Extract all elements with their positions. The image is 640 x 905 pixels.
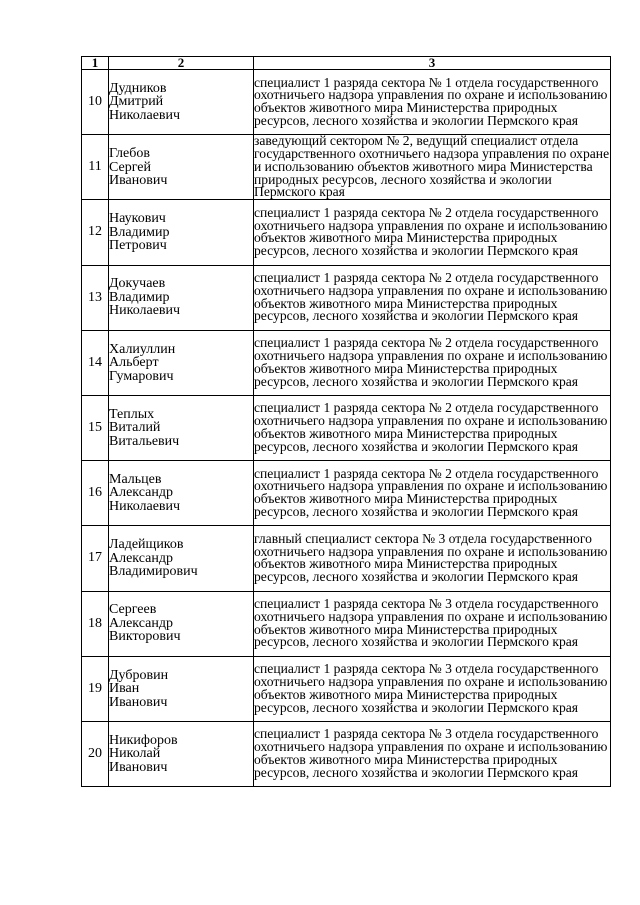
row-number: 20	[82, 721, 109, 786]
person-name	[109, 656, 254, 721]
patronymic: Николаевич	[109, 107, 181, 123]
surname: Дудников	[109, 80, 167, 96]
personnel-table	[81, 56, 611, 787]
person-name	[109, 265, 254, 330]
patronymic: Гумарович	[109, 368, 174, 384]
patronymic: Иванович	[109, 694, 168, 710]
row-number: 14	[82, 330, 109, 395]
row-number: 11	[82, 135, 109, 200]
person-name	[109, 721, 254, 786]
table-row	[82, 721, 611, 786]
position-description: заведующий сектором № 2, ведущий специалист отдела государственного охотничьего надзора управления по охране и использованию объектов животного мира Министерства природных ресурсов, лесного хозяйства и экологии Пермского края	[254, 133, 610, 200]
first-name: Дмитрий	[109, 94, 164, 110]
patronymic: Владимирович	[109, 564, 198, 580]
person-name	[109, 70, 254, 135]
person-name	[109, 200, 254, 265]
person-name	[109, 395, 254, 460]
column-header-position: 3	[254, 57, 611, 70]
table-row	[82, 330, 611, 395]
position-description: главный специалист сектора № 3 отдела государственного охотничьего надзора управления по охране и использованию объектов животного мира Министерства природных ресурсов, лесного хозяйства и экологии Пермского края	[254, 526, 611, 591]
table-row	[82, 591, 611, 656]
first-name: Александр	[109, 615, 173, 631]
first-name: Иван	[109, 681, 140, 697]
patronymic: Николаевич	[109, 303, 181, 319]
table-row	[82, 265, 611, 330]
row-number: 19	[82, 656, 109, 721]
position-description: специалист 1 разряда сектора № 1 отдела государственного охотничьего надзора управления по охране и использованию объектов животного мира Министерства природных ресурсов, лесного хозяйства и экологии Пермского края	[254, 70, 611, 135]
row-number: 17	[82, 526, 109, 591]
surname: Сергеев	[109, 602, 157, 618]
row-number: 10	[82, 70, 109, 135]
position-description: специалист 1 разряда сектора № 2 отдела государственного охотничьего надзора управления по охране и использованию объектов животного мира Министерства природных ресурсов, лесного хозяйства и экологии Пермского края	[254, 395, 611, 460]
surname: Теплых	[109, 406, 155, 422]
position-description: специалист 1 разряда сектора № 2 отдела государственного охотничьего надзора управления по охране и использованию объектов животного мира Министерства природных ресурсов, лесного хозяйства и экологии Пермского края	[254, 330, 611, 395]
table-body	[82, 70, 611, 787]
row-number: 16	[82, 461, 109, 526]
patronymic: Николаевич	[109, 498, 181, 514]
person-name	[109, 330, 254, 395]
person-name	[109, 526, 254, 591]
table-row	[82, 70, 611, 135]
position-description: специалист 1 разряда сектора № 2 отдела государственного охотничьего надзора управления по охране и использованию объектов животного мира Министерства природных ресурсов, лесного хозяйства и экологии Пермского края	[254, 200, 611, 265]
surname: Никифоров	[109, 732, 178, 748]
position-description: специалист 1 разряда сектора № 2 отдела государственного охотничьего надзора управления по охране и использованию объектов животного мира Министерства природных ресурсов, лесного хозяйства и экологии Пермского края	[254, 461, 611, 526]
position-description: специалист 1 разряда сектора № 2 отдела государственного охотничьего надзора управления по охране и использованию объектов животного мира Министерства природных ресурсов, лесного хозяйства и экологии Пермского края	[254, 265, 611, 330]
person-name	[109, 135, 254, 200]
first-name: Альберт	[109, 355, 159, 371]
row-number: 12	[82, 200, 109, 265]
first-name: Владимир	[109, 289, 170, 305]
first-name: Александр	[109, 550, 173, 566]
surname: Глебов	[109, 146, 150, 162]
first-name: Александр	[109, 485, 173, 501]
table-row	[82, 526, 611, 591]
first-name: Сергей	[109, 159, 151, 175]
surname: Мальцев	[109, 471, 162, 487]
table-header-row	[82, 57, 611, 70]
table-row	[82, 395, 611, 460]
first-name: Виталий	[109, 420, 161, 436]
patronymic: Викторович	[109, 629, 181, 645]
patronymic: Петрович	[109, 238, 167, 254]
surname: Ладейщиков	[109, 537, 184, 553]
table-row	[82, 200, 611, 265]
patronymic: Иванович	[109, 759, 168, 775]
person-name	[109, 461, 254, 526]
patronymic: Иванович	[109, 173, 168, 189]
table-row	[82, 656, 611, 721]
surname: Дубровин	[109, 667, 169, 683]
table-row	[82, 135, 611, 200]
table-row	[82, 461, 611, 526]
first-name: Владимир	[109, 224, 170, 240]
first-name: Николай	[109, 746, 161, 762]
row-number: 15	[82, 395, 109, 460]
person-name	[109, 591, 254, 656]
patronymic: Витальевич	[109, 433, 180, 449]
column-header-number: 1	[82, 57, 109, 70]
position-description: специалист 1 разряда сектора № 3 отдела государственного охотничьего надзора управления по охране и использованию объектов животного мира Министерства природных ресурсов, лесного хозяйства и экологии Пермского края	[254, 656, 611, 721]
position-description: специалист 1 разряда сектора № 3 отдела государственного охотничьего надзора управления по охране и использованию объектов животного мира Министерства природных ресурсов, лесного хозяйства и экологии Пермского края	[254, 591, 611, 656]
column-header-name: 2	[109, 57, 254, 70]
surname: Наукович	[109, 211, 166, 227]
surname: Докучаев	[109, 276, 166, 292]
row-number: 13	[82, 265, 109, 330]
position-description: специалист 1 разряда сектора № 3 отдела государственного охотничьего надзора управления по охране и использованию объектов животного мира Министерства природных ресурсов, лесного хозяйства и экологии Пермского края	[254, 721, 611, 786]
surname: Халиуллин	[109, 341, 176, 357]
row-number: 18	[82, 591, 109, 656]
